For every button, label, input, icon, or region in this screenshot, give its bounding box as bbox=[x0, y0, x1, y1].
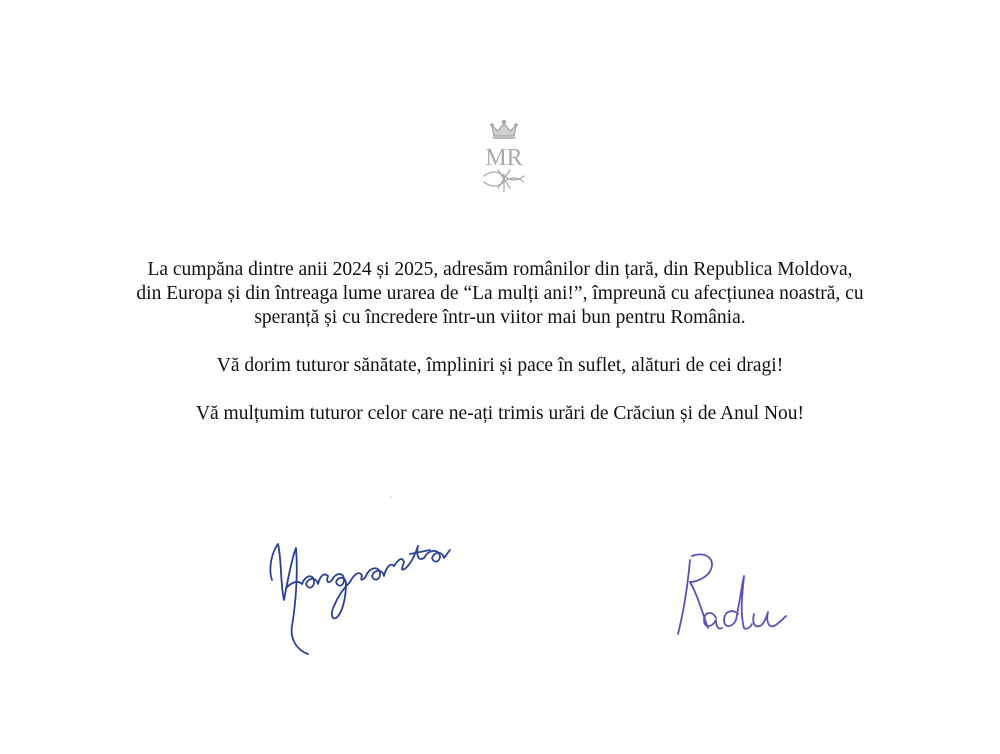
message-line: din Europa și din întreaga lume urarea de “La mulți ani!”, împreună cu afecțiunea noastră, cu bbox=[136, 283, 864, 304]
message-line: speranță și cu încredere într-un viitor mai bun pentru România. bbox=[254, 307, 746, 328]
wishes-paragraph: Vă dorim tuturor sănătate, împliniri și pace în suflet, alături de cei dragi! bbox=[216, 355, 784, 376]
signature-radu bbox=[668, 548, 798, 648]
thanks-paragraph: Vă mulțumim tuturor celor care ne-ați trimis urări de Crăciun și de Anul Nou! bbox=[195, 403, 805, 424]
royal-monogram-icon bbox=[476, 118, 532, 194]
signature-margareta bbox=[262, 522, 458, 662]
paper-speck bbox=[390, 496, 392, 498]
message-line: La cumpăna dintre anii 2024 și 2025, adresăm românilor din țară, din Republica Moldova, bbox=[147, 259, 853, 280]
monogram-letters: MR bbox=[485, 145, 523, 171]
new-year-message bbox=[60, 258, 940, 426]
